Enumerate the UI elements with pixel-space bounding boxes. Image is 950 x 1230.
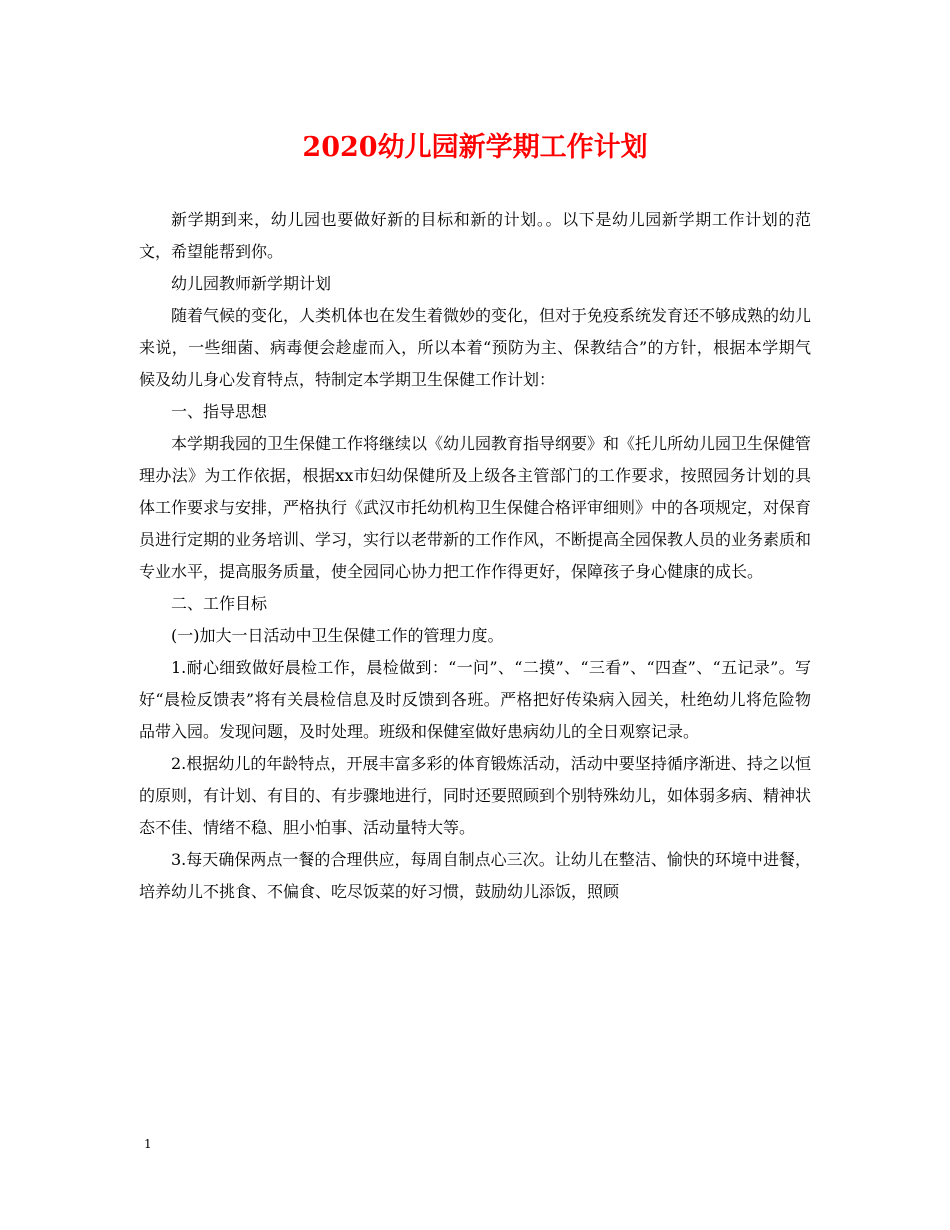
page-number: 1 (144, 1137, 152, 1151)
list-item-2: 2.根据幼儿的年龄特点，开展丰富多彩的体育锻炼活动，活动中要坚持循序渐进、持之以恒的原则，有计划、有目的、有步骤地进行，同时还要照顾到个别特殊幼儿，如体弱多病、精神状态不佳、情绪不稳、胆小怕事、活动量特大等。 (139, 754, 812, 837)
section-heading-work-goals: 二、工作目标 (171, 594, 268, 613)
paragraph-background: 随着气候的变化，人类机体也在发生着微妙的变化，但对于免疫系统发育还不够成熟的幼儿来说，一些细菌、病毒便会趁虚而入，所以本着“预防为主、保教结合”的方针，根据本学期气候及幼儿身心发育特点，特制定本学期卫生保健工作计划： (139, 306, 812, 389)
paragraph-subtitle: 幼儿园教师新学期计划 (171, 274, 332, 293)
list-item-1: 1.耐心细致做好晨检工作，晨检做到：“一问”、“二摸”、“三看”、“四查”、“五记录”。写好“晨检反馈表”将有关晨检信息及时反馈到各班。严格把好传染病入园关，杜绝幼儿将危险物品带入园。发现问题，及时处理。班级和保健室做好患病幼儿的全日观察记录。 (139, 658, 811, 741)
page-title: 2020幼儿园新学期工作计划 (302, 132, 648, 163)
paragraph-intro: 新学期到来，幼儿园也要做好新的目标和新的计划。。以下是幼儿园新学期工作计划的范文，希望能帮到你。 (139, 210, 811, 261)
section-heading-guiding-ideology: 一、指导思想 (171, 402, 268, 421)
subsection-heading-1: (一)加大一日活动中卫生保健工作的管理力度。 (171, 626, 504, 645)
paragraph-guiding-ideology: 本学期我园的卫生保健工作将继续以《幼儿园教育指导纲要》和《托儿所幼儿园卫生保健管理办法》为工作依据，根据xx市妇幼保健所及上级各主管部门的工作要求，按照园务计划的具体工作要求与安排，严格执行《武汉市托幼机构卫生保健合格评审细则》中的各项规定，对保育员进行定期的业务培训、学习，实行以老带新的工作作风，不断提高全园保教人员的业务素质和专业水平，提高服务质量，使全园同心协力把工作作得更好，保障孩子身心健康的成长。 (139, 434, 812, 581)
list-item-3: 3.每天确保两点一餐的合理供应，每周自制点心三次。让幼儿在整洁、愉快的环境中进餐，培养幼儿不挑食、不偏食、吃尽饭菜的好习惯，鼓励幼儿添饭，照顾 (139, 850, 811, 901)
document-body (139, 204, 811, 908)
